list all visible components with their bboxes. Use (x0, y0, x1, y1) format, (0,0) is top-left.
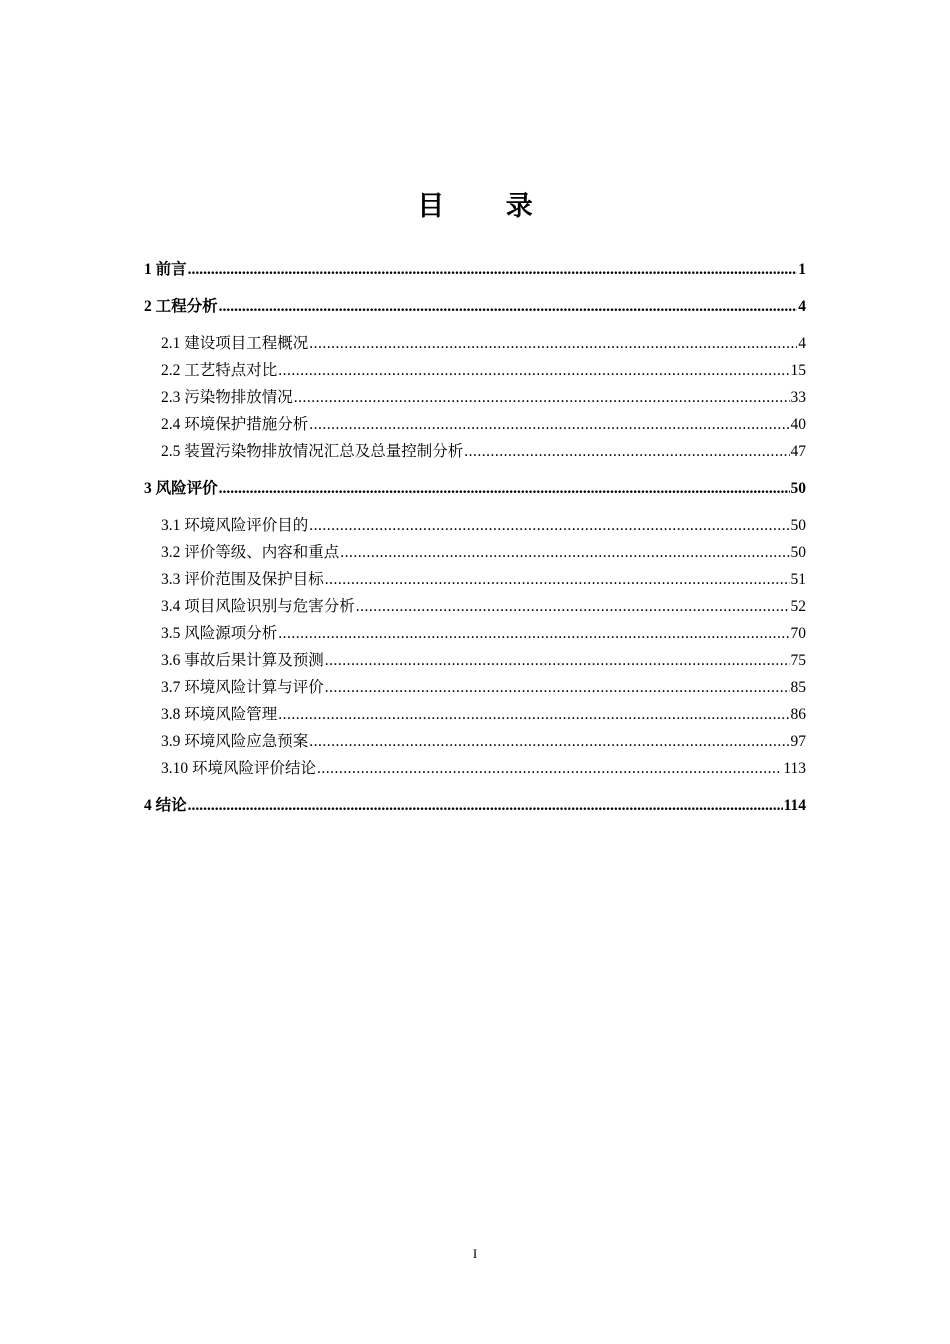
toc-section-entry[interactable] (144, 674, 806, 701)
dot-leader (188, 792, 783, 819)
toc-entry-page: 75 (790, 652, 806, 669)
toc-section-entry[interactable] (144, 384, 806, 411)
toc-entry-page: 70 (790, 625, 806, 642)
toc-entry-page: 52 (790, 598, 806, 615)
toc-gap (144, 283, 806, 293)
toc-entry-page: 97 (790, 733, 806, 750)
toc-section-entry[interactable] (144, 411, 806, 438)
dot-leader (278, 620, 789, 647)
dot-leader (325, 674, 790, 701)
dot-leader (309, 330, 797, 357)
toc-entry-label: 3.3 评价范围及保护目标 (161, 571, 324, 588)
dot-leader (317, 755, 782, 782)
toc-entry-label: 3.8 环境风险管理 (161, 706, 278, 723)
dot-leader (278, 701, 789, 728)
dot-leader (219, 475, 790, 502)
dot-leader (294, 384, 790, 411)
toc-entry-page: 4 (798, 298, 806, 315)
dot-leader (309, 728, 789, 755)
toc-chapter-entry[interactable] (144, 256, 806, 283)
toc-entry-page: 50 (790, 480, 806, 497)
toc-section-entry[interactable] (144, 539, 806, 566)
table-of-contents (144, 256, 806, 819)
dot-leader (325, 647, 790, 674)
dot-leader (464, 438, 789, 465)
toc-entry-label: 3.6 事故后果计算及预测 (161, 652, 324, 669)
toc-entry-label: 3.9 环境风险应急预案 (161, 733, 309, 750)
toc-section-entry[interactable] (144, 357, 806, 384)
toc-entry-page: 85 (790, 679, 806, 696)
toc-entry-page: 51 (790, 571, 806, 588)
toc-entry-label: 2.5 装置污染物排放情况汇总及总量控制分析 (161, 443, 464, 460)
toc-section-entry[interactable] (144, 728, 806, 755)
toc-section-entry[interactable] (144, 755, 806, 782)
toc-entry-page: 114 (783, 797, 806, 814)
dot-leader (309, 411, 789, 438)
toc-entry-label: 2.1 建设项目工程概况 (161, 335, 309, 352)
toc-entry-page: 86 (790, 706, 806, 723)
toc-section-entry[interactable] (144, 438, 806, 465)
toc-gap (144, 320, 806, 330)
toc-entry-page: 15 (790, 362, 806, 379)
toc-section-entry[interactable] (144, 701, 806, 728)
toc-entry-label: 4 结论 (144, 797, 187, 814)
toc-gap (144, 782, 806, 792)
toc-chapter-entry[interactable] (144, 293, 806, 320)
dot-leader (325, 566, 790, 593)
toc-entry-label: 3.1 环境风险评价目的 (161, 517, 309, 534)
toc-entry-label: 2.2 工艺特点对比 (161, 362, 278, 379)
dot-leader (340, 539, 789, 566)
dot-leader (219, 293, 798, 320)
toc-section-entry[interactable] (144, 330, 806, 357)
toc-entry-page: 50 (790, 544, 806, 561)
toc-section-entry[interactable] (144, 512, 806, 539)
toc-entry-label: 3.5 风险源项分析 (161, 625, 278, 642)
toc-gap (144, 502, 806, 512)
toc-entry-page: 40 (790, 416, 806, 433)
toc-entry-page: 113 (783, 760, 806, 777)
toc-section-entry[interactable] (144, 593, 806, 620)
toc-entry-page: 1 (798, 261, 806, 278)
toc-entry-label: 3 风险评价 (144, 480, 218, 497)
toc-entry-label: 3.10 环境风险评价结论 (161, 760, 317, 777)
toc-entry-label: 1 前言 (144, 261, 187, 278)
toc-entry-page: 33 (790, 389, 806, 406)
toc-chapter-entry[interactable] (144, 792, 806, 819)
toc-gap (144, 465, 806, 475)
toc-entry-label: 3.7 环境风险计算与评价 (161, 679, 324, 696)
toc-entry-page: 50 (790, 517, 806, 534)
dot-leader (278, 357, 789, 384)
dot-leader (188, 256, 798, 283)
page-number: I (472, 1246, 478, 1261)
dot-leader (309, 512, 789, 539)
toc-section-entry[interactable] (144, 566, 806, 593)
toc-section-entry[interactable] (144, 647, 806, 674)
toc-chapter-entry[interactable] (144, 475, 806, 502)
dot-leader (356, 593, 790, 620)
toc-entry-label: 2.4 环境保护措施分析 (161, 416, 309, 433)
toc-entry-label: 3.4 项目风险识别与危害分析 (161, 598, 355, 615)
toc-entry-label: 2.3 污染物排放情况 (161, 389, 293, 406)
toc-entry-page: 4 (798, 335, 806, 352)
page-title: 目 录 (417, 191, 559, 222)
toc-entry-page: 47 (790, 443, 806, 460)
toc-section-entry[interactable] (144, 620, 806, 647)
toc-entry-label: 2 工程分析 (144, 298, 218, 315)
toc-entry-label: 3.2 评价等级、内容和重点 (161, 544, 340, 561)
